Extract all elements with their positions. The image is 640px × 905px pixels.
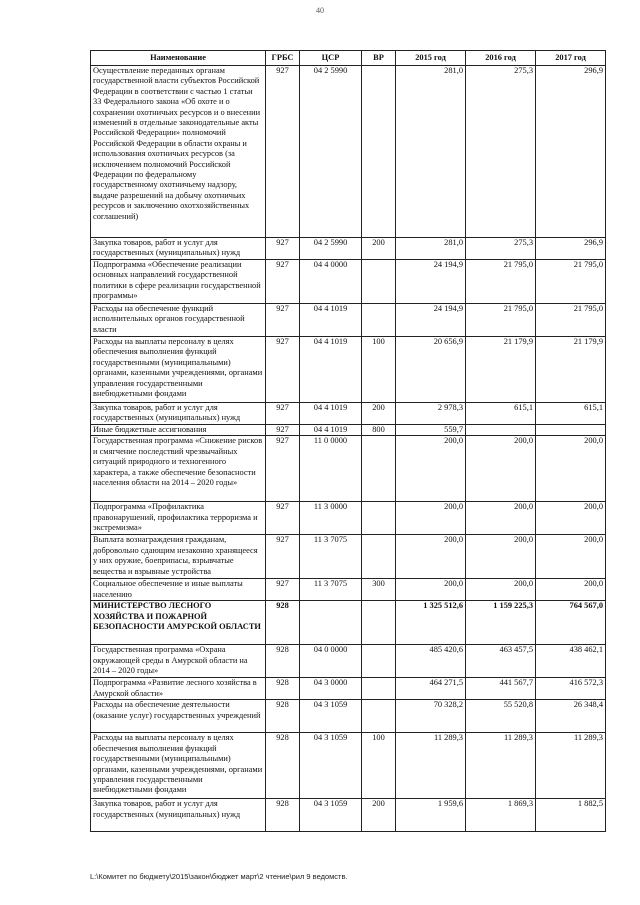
- row-2015: 281,0: [396, 238, 466, 260]
- row-2015: 1 325 512,6: [396, 601, 466, 645]
- row-csr: 04 3 0000: [300, 678, 362, 700]
- row-grbs: 927: [266, 337, 300, 403]
- row-name: Государственная программа «Охрана окружающей среды в Амурской области на 2014 – 2020 годы»: [91, 645, 266, 678]
- row-csr: 11 3 7075: [300, 579, 362, 601]
- page-number: 40: [316, 6, 324, 15]
- row-vr: [362, 66, 396, 238]
- row-csr: 04 4 0000: [300, 260, 362, 304]
- table-row: [91, 425, 606, 436]
- row-2016: 21 795,0: [466, 304, 536, 337]
- row-csr: 11 3 0000: [300, 502, 362, 535]
- row-2017: 764 567,0: [536, 601, 606, 645]
- row-name: Закупка товаров, работ и услуг для государственных (муниципальных) нужд: [91, 403, 266, 425]
- row-2016: 615,1: [466, 403, 536, 425]
- row-2016: [466, 425, 536, 436]
- row-2017: 296,9: [536, 238, 606, 260]
- header-2016: 2016 год: [466, 51, 536, 66]
- row-csr: 04 2 5990: [300, 66, 362, 238]
- table-row: [91, 700, 606, 733]
- row-vr: [362, 645, 396, 678]
- row-csr: 04 4 1019: [300, 337, 362, 403]
- row-csr: 11 3 7075: [300, 535, 362, 579]
- row-2015: 70 328,2: [396, 700, 466, 733]
- footer-file-path: L:\Комитет по бюджету\2015\закон\бюджет март\2 чтение\рил 9 ведомств.: [90, 872, 348, 881]
- row-2015: 200,0: [396, 436, 466, 502]
- header-grbs: ГРБС: [266, 51, 300, 66]
- row-vr: 800: [362, 425, 396, 436]
- row-2015: 464 271,5: [396, 678, 466, 700]
- row-name: Расходы на выплаты персоналу в целях обеспечения выполнения функций государственными (муниципальными) органами, казенными учреждениями, органами управления государственными внебюджетными фондами: [91, 337, 266, 403]
- row-vr: 200: [362, 238, 396, 260]
- table-row: [91, 678, 606, 700]
- table-row: [91, 403, 606, 425]
- row-grbs: 927: [266, 260, 300, 304]
- row-csr: 04 4 1019: [300, 304, 362, 337]
- row-2017: 200,0: [536, 579, 606, 601]
- row-vr: [362, 502, 396, 535]
- row-2016: 21 179,9: [466, 337, 536, 403]
- row-csr: [300, 601, 362, 645]
- row-csr: 04 4 1019: [300, 403, 362, 425]
- row-grbs: 927: [266, 66, 300, 238]
- row-vr: [362, 436, 396, 502]
- row-vr: [362, 304, 396, 337]
- header-2015: 2015 год: [396, 51, 466, 66]
- row-grbs: 928: [266, 700, 300, 733]
- row-2017: 21 179,9: [536, 337, 606, 403]
- row-grbs: 927: [266, 304, 300, 337]
- row-2016: 200,0: [466, 436, 536, 502]
- row-2015: 559,7: [396, 425, 466, 436]
- header-vr: ВР: [362, 51, 396, 66]
- table-row: [91, 436, 606, 502]
- row-2016: 463 457,5: [466, 645, 536, 678]
- row-name: Закупка товаров, работ и услуг для государственных (муниципальных) нужд: [91, 238, 266, 260]
- row-2016: 1 869,3: [466, 799, 536, 832]
- row-2015: 24 194,9: [396, 260, 466, 304]
- row-2016: 441 567,7: [466, 678, 536, 700]
- row-name: Закупка товаров, работ и услуг для государственных (муниципальных) нужд: [91, 799, 266, 832]
- row-vr: 200: [362, 403, 396, 425]
- row-2017: 296,9: [536, 66, 606, 238]
- row-2015: 281,0: [396, 66, 466, 238]
- row-csr: 04 2 5990: [300, 238, 362, 260]
- row-grbs: 927: [266, 535, 300, 579]
- table-row: [91, 799, 606, 832]
- table-row: [91, 535, 606, 579]
- row-2016: 275,3: [466, 238, 536, 260]
- row-2017: 615,1: [536, 403, 606, 425]
- row-csr: 04 3 1059: [300, 733, 362, 799]
- row-name: Расходы на выплаты персоналу в целях обеспечения выполнения функций государственными (муниципальными) органами, казенными учреждениями, органами управления государственными внебюджетными фондами: [91, 733, 266, 799]
- row-2015: 11 289,3: [396, 733, 466, 799]
- row-vr: 200: [362, 799, 396, 832]
- header-name: Наименование: [91, 51, 266, 66]
- row-2016: 55 520,8: [466, 700, 536, 733]
- row-vr: [362, 700, 396, 733]
- row-2017: 438 462,1: [536, 645, 606, 678]
- row-grbs: 927: [266, 238, 300, 260]
- row-grbs: 927: [266, 425, 300, 436]
- row-2016: 11 289,3: [466, 733, 536, 799]
- row-csr: 04 3 1059: [300, 700, 362, 733]
- row-2015: 200,0: [396, 502, 466, 535]
- row-2016: 200,0: [466, 535, 536, 579]
- row-name: Государственная программа «Снижение рисков и смягчение последствий чрезвычайных ситуаций природного и техногенного характера, а также обеспечение безопасности населения области на 2014 – 2020 годы»: [91, 436, 266, 502]
- row-2016: 200,0: [466, 579, 536, 601]
- row-csr: 11 0 0000: [300, 436, 362, 502]
- table-row: [91, 66, 606, 238]
- table-row: [91, 502, 606, 535]
- table-header-row: [91, 51, 606, 66]
- row-name: Подпрограмма «Профилактика правонарушений, профилактика терроризма и экстремизма»: [91, 502, 266, 535]
- row-2017: 1 882,5: [536, 799, 606, 832]
- row-vr: 100: [362, 733, 396, 799]
- table-row: [91, 260, 606, 304]
- row-csr: 04 0 0000: [300, 645, 362, 678]
- row-grbs: 928: [266, 799, 300, 832]
- row-2016: 200,0: [466, 502, 536, 535]
- row-2015: 485 420,6: [396, 645, 466, 678]
- row-2017: 26 348,4: [536, 700, 606, 733]
- row-2015: 1 959,6: [396, 799, 466, 832]
- row-vr: [362, 678, 396, 700]
- row-grbs: 928: [266, 733, 300, 799]
- row-2015: 24 194,9: [396, 304, 466, 337]
- row-grbs: 927: [266, 579, 300, 601]
- row-2017: 416 572,3: [536, 678, 606, 700]
- header-2017: 2017 год: [536, 51, 606, 66]
- budget-table: [90, 50, 606, 832]
- row-name: Подпрограмма «Обеспечение реализации основных направлений государственной политики в сфере реализации государственной программы»: [91, 260, 266, 304]
- row-name: Социальное обеспечение и иные выплаты населению: [91, 579, 266, 601]
- row-name: Подпрограмма «Развитие лесного хозяйства в Амурской области»: [91, 678, 266, 700]
- row-2017: [536, 425, 606, 436]
- table-row: [91, 645, 606, 678]
- row-name: МИНИСТЕРСТВО ЛЕСНОГО ХОЗЯЙСТВА И ПОЖАРНОЙ БЕЗОПАСНОСТИ АМУРСКОЙ ОБЛАСТИ: [91, 601, 266, 645]
- row-name: Выплата вознаграждения гражданам, добровольно сдающим незаконно хранящееся у них оружие, боеприпасы, взрывчатые вещества и взрывные устройства: [91, 535, 266, 579]
- row-2017: 200,0: [536, 502, 606, 535]
- row-csr: 04 4 1019: [300, 425, 362, 436]
- row-vr: [362, 601, 396, 645]
- row-2016: 1 159 225,3: [466, 601, 536, 645]
- row-name: Осуществление переданных органам государственной власти субъектов Российской Федерации в соответствии с частью 1 статьи 33 Федерального закона «Об охоте и о сохранении охотничьих ресурсов и о внесении изменений в отдельные законодательные акты Российской Федерации» полномочий Российской Федерации в области охраны и использования охотничьих ресурсов (за исключением полномочий Российской Федерации по федеральному государственному охотничьему надзору, выдаче разрешений на добычу охотничьих ресурсов и заключению охотхозяйственных соглашений): [91, 66, 266, 238]
- row-csr: 04 3 1059: [300, 799, 362, 832]
- row-2016: 21 795,0: [466, 260, 536, 304]
- row-vr: [362, 535, 396, 579]
- header-csr: ЦСР: [300, 51, 362, 66]
- row-2015: 2 978,3: [396, 403, 466, 425]
- row-2017: 11 289,3: [536, 733, 606, 799]
- row-name: Иные бюджетные ассигнования: [91, 425, 266, 436]
- row-grbs: 927: [266, 502, 300, 535]
- row-name: Расходы на обеспечение функций исполнительных органов государственной власти: [91, 304, 266, 337]
- row-2017: 200,0: [536, 535, 606, 579]
- table-row: [91, 337, 606, 403]
- row-2017: 200,0: [536, 436, 606, 502]
- row-2017: 21 795,0: [536, 304, 606, 337]
- table-row: [91, 579, 606, 601]
- row-2015: 200,0: [396, 535, 466, 579]
- row-vr: 300: [362, 579, 396, 601]
- row-2015: 20 656,9: [396, 337, 466, 403]
- row-grbs: 928: [266, 601, 300, 645]
- row-vr: [362, 260, 396, 304]
- table-row: [91, 733, 606, 799]
- table-row: [91, 304, 606, 337]
- table-row: [91, 601, 606, 645]
- row-grbs: 928: [266, 678, 300, 700]
- row-2016: 275,3: [466, 66, 536, 238]
- row-grbs: 927: [266, 403, 300, 425]
- row-name: Расходы на обеспечение деятельности (оказание услуг) государственных учреждений: [91, 700, 266, 733]
- row-grbs: 927: [266, 436, 300, 502]
- row-2017: 21 795,0: [536, 260, 606, 304]
- row-vr: 100: [362, 337, 396, 403]
- table-row: [91, 238, 606, 260]
- row-2015: 200,0: [396, 579, 466, 601]
- row-grbs: 928: [266, 645, 300, 678]
